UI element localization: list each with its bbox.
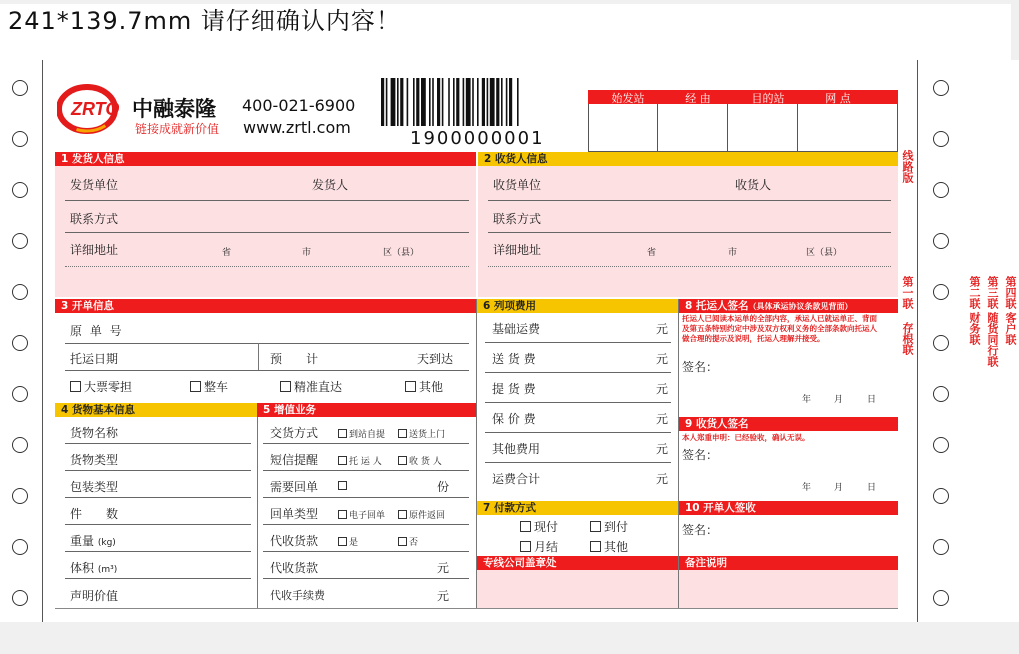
- fee-item-label: 运费合计: [492, 472, 541, 486]
- barcode: [381, 78, 566, 130]
- copy2-purpose: 财务联: [968, 312, 981, 345]
- option-other[interactable]: 其他: [405, 378, 443, 395]
- station-destination-label: 目的站: [751, 92, 785, 105]
- option-home-delivery[interactable]: 送货上门: [398, 427, 445, 440]
- shipper-date-month: 月: [834, 395, 844, 405]
- sender-person-label: 发货人: [312, 178, 349, 192]
- company-logo: [57, 84, 129, 134]
- fee-item-label: 送 货 费: [492, 352, 536, 366]
- order-number-label: 原 单 号: [70, 324, 124, 338]
- sender-address-label: 详细地址: [70, 243, 119, 257]
- fee-item-unit: 元: [656, 442, 669, 456]
- company-slogan: 链接成就新价值: [135, 122, 220, 136]
- sender-district-label: 区（县）: [383, 248, 420, 258]
- copy4-label: 第四联: [1004, 276, 1017, 309]
- value-added-section-header: 5 增值业务: [257, 403, 476, 417]
- route-version-label: 线路版: [901, 150, 914, 183]
- station-origin-label: 始发站: [611, 92, 645, 105]
- order-section-header: 3 开单信息: [55, 299, 476, 313]
- estimate-label: 预 计: [270, 352, 319, 366]
- receiver-city-label: 市: [728, 248, 738, 258]
- option-cod-no[interactable]: 否: [398, 535, 418, 548]
- right-perforation: [917, 60, 918, 622]
- company-name: 中融泰隆: [132, 97, 216, 121]
- receiver-province-label: 省: [647, 248, 657, 258]
- shipper-date-day: 日: [867, 395, 877, 405]
- receiver-date-month: 月: [834, 483, 844, 493]
- option-full-truck[interactable]: 整车: [190, 378, 228, 395]
- option-original-return[interactable]: 原件返回: [398, 508, 445, 521]
- receiver-signature-label: 签名：: [682, 448, 719, 462]
- copy-labels-strip: [968, 60, 1019, 622]
- fee-item-unit: 元: [656, 412, 669, 426]
- issuer-sign-header: 10 开单人签收: [679, 501, 898, 515]
- shipper-signature-label: 签名：: [682, 360, 719, 374]
- option-sms-receiver[interactable]: 收 货 人: [398, 454, 442, 467]
- shipper-date-year: 年: [802, 395, 812, 405]
- copy3-purpose: 随货同行联: [986, 312, 999, 367]
- sender-unit-label: 发货单位: [70, 178, 119, 192]
- copy2-label: 第二联: [968, 276, 981, 309]
- payment-on-delivery[interactable]: 到付: [590, 518, 628, 535]
- receiver-sign-header: 9 收货人签名: [679, 417, 898, 431]
- checkbox-full-truck[interactable]: [190, 381, 201, 392]
- fee-item-label: 基础运费: [492, 322, 541, 336]
- cod-fee-unit: 元: [437, 589, 450, 603]
- left-perforation: [42, 60, 43, 622]
- sender-section-header: 1 发货人信息: [55, 152, 476, 166]
- goods-type-label: 货物类型: [70, 453, 119, 467]
- sender-province-label: 省: [222, 248, 232, 258]
- receiver-date-day: 日: [867, 483, 877, 493]
- receiver-contact-label: 联系方式: [493, 212, 542, 226]
- stations-fields: [588, 104, 898, 152]
- fee-item-label: 保 价 费: [492, 412, 536, 426]
- stations-header: [588, 90, 898, 104]
- payment-other[interactable]: 其他: [590, 538, 628, 555]
- option-direct[interactable]: 精准直达: [280, 378, 342, 395]
- receiver-address-label: 详细地址: [493, 243, 542, 257]
- option-cod-yes[interactable]: 是: [338, 535, 358, 548]
- remarks-header: 备注说明: [679, 556, 898, 570]
- stamp-area: [477, 570, 678, 608]
- copy1-purpose: 存根联: [901, 322, 914, 355]
- delivery-mode-label: 交货方式: [270, 426, 319, 440]
- fees-section-header: 6 列项费用: [477, 299, 678, 313]
- copy1-label: 第一联: [901, 276, 914, 309]
- copy4-purpose: 客户联: [1004, 312, 1017, 345]
- sms-reminder-label: 短信提醒: [270, 453, 319, 467]
- fee-item-unit: 元: [656, 382, 669, 396]
- waybill-sheet: [0, 60, 968, 622]
- payment-monthly[interactable]: 月结: [520, 538, 558, 555]
- option-self-pickup[interactable]: 到站自提: [338, 427, 385, 440]
- arrive-days-label: 天到达: [417, 352, 454, 366]
- checkbox-return-receipt[interactable]: [338, 481, 349, 492]
- shipper-agreement-note: 托运人已阅读本运单的全部内容，承运人已就运单正、背面及第五条特别约定中涉及双方权利义务的全部条款向托运人做合理的提示及说明，托运人理解并接受。: [682, 314, 877, 343]
- size-caption: 241*139.7mm 请仔细确认内容！: [0, 4, 1011, 60]
- payment-section-header: 7 付款方式: [477, 501, 678, 515]
- option-e-receipt[interactable]: 电子回单: [338, 508, 385, 521]
- sender-city-label: 市: [302, 248, 312, 258]
- barcode-number: 1900000001: [410, 128, 545, 149]
- return-receipt-label: 需要回单: [270, 480, 319, 494]
- fee-item-label: 其他费用: [492, 442, 541, 456]
- option-ltl[interactable]: 大票零担: [70, 378, 132, 395]
- package-type-label: 包装类型: [70, 480, 119, 494]
- return-type-label: 回单类型: [270, 507, 319, 521]
- sender-contact-label: 联系方式: [70, 212, 119, 226]
- fee-item-unit: 元: [656, 352, 669, 366]
- checkbox-ltl[interactable]: [70, 381, 81, 392]
- fee-item-unit: 元: [656, 472, 669, 486]
- receiver-district-label: 区（县）: [806, 248, 843, 258]
- cod-label: 代收货款: [270, 534, 319, 548]
- remarks-area: [679, 570, 898, 608]
- receiver-declaration: 本人郑重申明：已经验收，确认无误。: [682, 433, 810, 442]
- receiver-unit-label: 收货单位: [493, 178, 542, 192]
- piece-count-label: 件 数: [70, 507, 119, 521]
- stamp-section-header: 专线公司盖章处: [477, 556, 678, 570]
- fee-item-label: 提 货 费: [492, 382, 536, 396]
- declared-value-label: 声明价值: [70, 589, 119, 603]
- fee-item-unit: 元: [656, 322, 669, 336]
- station-branch-label: 网 点: [825, 92, 851, 105]
- option-sms-shipper[interactable]: 托 运 人: [338, 454, 382, 467]
- receiver-section-header: 2 收货人信息: [478, 152, 898, 166]
- ship-date-label: 托运日期: [70, 352, 119, 366]
- shipper-sign-header: 8 托运人签名（具体承运协议条款见背面）: [679, 299, 898, 313]
- payment-cash[interactable]: 现付: [520, 518, 558, 535]
- copy3-label: 第三联: [986, 276, 999, 309]
- station-via-label: 经 由: [685, 92, 711, 105]
- goods-name-label: 货物名称: [70, 426, 119, 440]
- issuer-signature-label: 签名：: [682, 523, 719, 537]
- cod-amount-label: 代收货款: [270, 561, 319, 575]
- cod-fee-label: 代收手续费: [270, 589, 325, 602]
- cod-amount-unit: 元: [437, 561, 450, 575]
- checkbox-direct[interactable]: [280, 381, 291, 392]
- goods-section-header: 4 货物基本信息: [55, 403, 257, 417]
- checkbox-other[interactable]: [405, 381, 416, 392]
- return-copies-unit: 份: [437, 480, 450, 494]
- company-website: www.zrtl.com: [243, 118, 351, 137]
- svg-text:ZRTO: ZRTO: [71, 99, 120, 119]
- receiver-person-label: 收货人: [735, 178, 772, 192]
- company-phone: 400-021-6900: [242, 96, 356, 115]
- volume-label: 体积 (m³): [70, 561, 118, 575]
- receiver-date-year: 年: [802, 483, 812, 493]
- weight-label: 重量 (kg): [70, 534, 116, 548]
